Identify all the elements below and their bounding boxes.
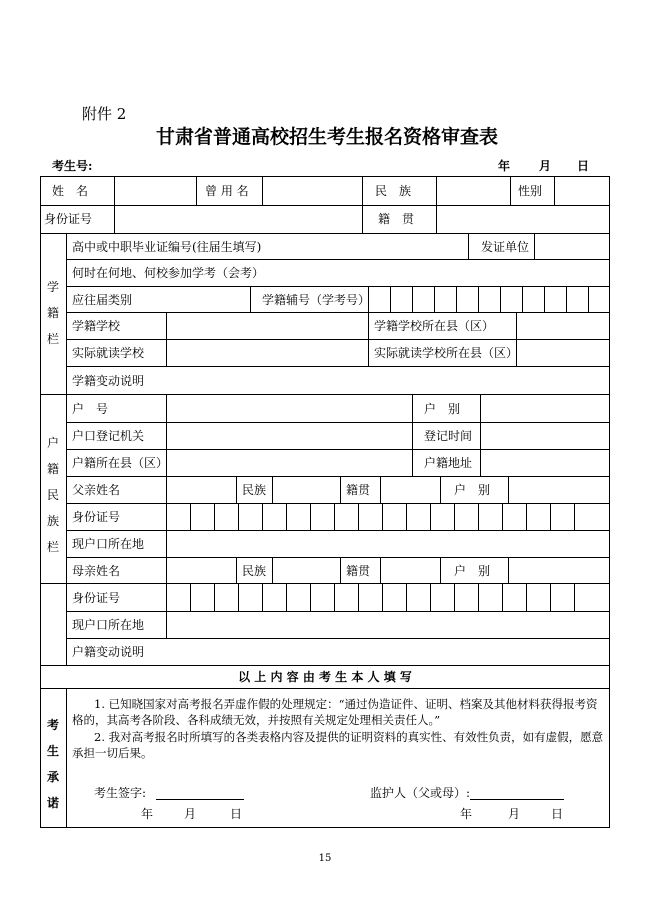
col-line	[368, 312, 369, 366]
col-line	[390, 286, 391, 312]
registered-school-label: 学籍学校	[72, 319, 121, 333]
col-line	[588, 286, 589, 312]
col-line	[550, 583, 551, 611]
row-line	[40, 233, 610, 234]
col-line	[66, 233, 67, 665]
col-line	[440, 557, 441, 583]
mother-ethnicity-label: 民族	[242, 564, 267, 578]
col-line	[286, 583, 287, 611]
col-line	[508, 557, 509, 583]
registration-office-label: 户口登记机关	[72, 429, 145, 443]
col-line	[262, 176, 263, 205]
row-line	[40, 205, 610, 206]
row-line	[40, 583, 610, 584]
section-char: 学	[46, 280, 59, 294]
section-char: 籍	[46, 306, 59, 320]
mother-native-place-label: 籍贯	[346, 564, 371, 578]
guardian-signature-line[interactable]	[470, 799, 564, 800]
school-section-label	[46, 274, 60, 352]
col-line	[272, 476, 273, 503]
row-line	[66, 503, 610, 504]
section-char: 承	[46, 770, 59, 784]
father-ethnicity-label: 民族	[242, 483, 267, 497]
col-line	[358, 503, 359, 530]
col-line	[406, 583, 407, 611]
row-line	[40, 665, 610, 666]
father-name-label: 父亲姓名	[72, 483, 121, 497]
col-line	[310, 503, 311, 530]
col-line	[526, 583, 527, 611]
col-line	[534, 233, 535, 259]
col-line	[334, 583, 335, 611]
col-line	[478, 583, 479, 611]
ethnicity-label: 民 族	[375, 184, 412, 198]
col-line	[500, 286, 501, 312]
aux-number-label: 学籍辅号（学考号）	[262, 293, 371, 307]
former-name-label: 曾 用 名	[205, 184, 249, 198]
exam-when-where-label: 何时在何地、何校参加学考（会考）	[72, 266, 265, 280]
school-change-label: 学籍变动说明	[72, 374, 145, 388]
col-line	[196, 176, 197, 205]
row-line	[66, 422, 610, 423]
col-line	[272, 557, 273, 583]
section-char: 栏	[46, 332, 59, 346]
col-line	[190, 503, 191, 530]
col-line	[574, 503, 575, 530]
section-char: 籍	[46, 462, 59, 476]
row-line	[66, 259, 610, 260]
page-title: 甘肃省普通高校招生考生报名资格审查表	[156, 126, 499, 148]
col-line	[430, 583, 431, 611]
father-native-place-label: 籍贯	[346, 483, 371, 497]
col-line	[412, 394, 413, 476]
col-line	[554, 176, 555, 205]
row-line	[66, 611, 610, 612]
student-signature-line[interactable]	[156, 799, 244, 800]
father-hukou-type-label: 户 别	[454, 483, 491, 497]
col-line	[340, 476, 341, 503]
col-line	[166, 530, 167, 557]
col-line	[380, 557, 381, 583]
father-current-hukou-label: 现户口所在地	[72, 537, 145, 551]
mother-hukou-type-label: 户 别	[454, 564, 491, 578]
col-line	[236, 476, 237, 503]
row-line	[66, 530, 610, 531]
col-line	[456, 286, 457, 312]
col-line	[114, 176, 115, 233]
col-line	[440, 476, 441, 503]
exam-number-label: 考生号:	[52, 159, 93, 173]
col-line	[436, 176, 437, 233]
col-line	[478, 286, 479, 312]
student-date-day: 日	[230, 807, 243, 821]
hukou-county-label: 户籍所在县（区）	[72, 456, 169, 470]
col-line	[478, 503, 479, 530]
native-place-label: 籍 贯	[378, 212, 415, 226]
guardian-signature-label: 监护人（父或母）:	[370, 786, 471, 800]
col-line	[190, 583, 191, 611]
section-char: 栏	[46, 540, 59, 554]
header-month: 月	[539, 159, 552, 173]
col-line	[166, 503, 167, 530]
mother-id-label: 身份证号	[72, 591, 121, 605]
id-number-label: 身份证号	[44, 212, 93, 226]
pledge-section-label	[46, 712, 60, 816]
guardian-date-year: 年	[460, 807, 473, 821]
col-line	[526, 503, 527, 530]
col-line	[334, 503, 335, 530]
section-char: 生	[46, 744, 59, 758]
guardian-date-month: 月	[508, 807, 521, 821]
hukou-change-label: 户籍变动说明	[72, 645, 145, 659]
actual-school-label: 实际就读学校	[72, 346, 145, 360]
pledge-item-2: 2. 我对高考报名时所填写的各类表格内容及提供的证明资料的真实性、有效性负责，如有虚假，愿意承担一切后果。	[72, 730, 604, 760]
col-line	[468, 233, 469, 259]
col-line	[238, 583, 239, 611]
row-line	[66, 366, 610, 367]
father-id-label: 身份证号	[72, 510, 121, 524]
col-line	[166, 611, 167, 638]
col-line	[430, 503, 431, 530]
col-line	[502, 583, 503, 611]
col-line	[454, 503, 455, 530]
col-line	[262, 503, 263, 530]
student-date-month: 月	[184, 807, 197, 821]
col-line	[250, 286, 251, 312]
col-line	[166, 557, 167, 583]
section-char: 诺	[46, 796, 59, 810]
col-line	[406, 503, 407, 530]
col-line	[544, 286, 545, 312]
name-label: 姓 名	[52, 184, 89, 198]
col-line	[166, 312, 167, 366]
col-line	[238, 503, 239, 530]
page-number: 15	[318, 853, 332, 864]
pledge-item-1: 1. 已知晓国家对高考报名弄虚作假的处理规定：“通过伪造证件、证明、档案及其他材料获得报考资格的，其高考各阶段、各科成绩无效，并按照有关规定处理相关责任人。”	[72, 697, 598, 727]
section-char: 户	[46, 436, 59, 450]
col-line	[236, 557, 237, 583]
col-line	[310, 583, 311, 611]
guardian-date-day: 日	[551, 807, 564, 821]
student-date-year: 年	[141, 807, 154, 821]
student-signature-label: 考生签字:	[94, 786, 147, 800]
cert-number-label: 高中或中职毕业证编号(往届生填写)	[72, 240, 262, 254]
col-line	[412, 286, 413, 312]
row-line	[40, 394, 610, 395]
col-line	[166, 583, 167, 611]
hukou-type-label: 户 别	[424, 402, 461, 416]
household-section-label	[46, 430, 60, 560]
col-line	[286, 503, 287, 530]
gender-label: 性别	[518, 184, 543, 198]
col-line	[502, 503, 503, 530]
mother-name-label: 母亲姓名	[72, 564, 121, 578]
col-line	[382, 503, 383, 530]
col-line	[574, 583, 575, 611]
row-line	[66, 339, 610, 340]
row-line	[66, 449, 610, 450]
col-line	[214, 583, 215, 611]
actual-county-label: 实际就读学校所在县（区）	[374, 346, 519, 360]
attachment-label: 附件 2	[82, 105, 127, 123]
row-line	[66, 476, 610, 477]
row-line	[40, 688, 610, 689]
col-line	[510, 176, 511, 205]
mother-current-hukou-label: 现户口所在地	[72, 618, 145, 632]
registration-time-label: 登记时间	[424, 429, 473, 443]
col-line	[362, 176, 363, 233]
col-line	[358, 583, 359, 611]
graduate-class-label: 应往届类别	[72, 293, 133, 307]
self-fill-notice: 以 上 内 容 由 考 生 本 人 填 写	[238, 670, 412, 684]
row-line	[66, 638, 610, 639]
col-line	[522, 286, 523, 312]
hukou-number-label: 户 号	[72, 402, 109, 416]
col-line	[214, 503, 215, 530]
row-line	[66, 312, 610, 313]
header-day: 日	[577, 159, 590, 173]
col-line	[262, 583, 263, 611]
hukou-address-label: 户籍地址	[424, 456, 473, 470]
header-year: 年	[498, 159, 511, 173]
col-line	[380, 476, 381, 503]
col-line	[382, 583, 383, 611]
row-line	[66, 557, 610, 558]
col-line	[166, 476, 167, 503]
col-line	[508, 476, 509, 503]
row-line	[66, 286, 610, 287]
col-line	[550, 503, 551, 530]
col-line	[566, 286, 567, 312]
section-char: 考	[46, 718, 59, 732]
section-char: 民	[46, 488, 59, 502]
col-line	[340, 557, 341, 583]
section-char: 族	[46, 514, 59, 528]
issuer-label: 发证单位	[481, 240, 530, 254]
col-line	[454, 583, 455, 611]
col-line	[434, 286, 435, 312]
col-line	[66, 688, 67, 828]
registered-county-label: 学籍学校所在县（区）	[374, 319, 495, 333]
col-line	[480, 394, 481, 476]
